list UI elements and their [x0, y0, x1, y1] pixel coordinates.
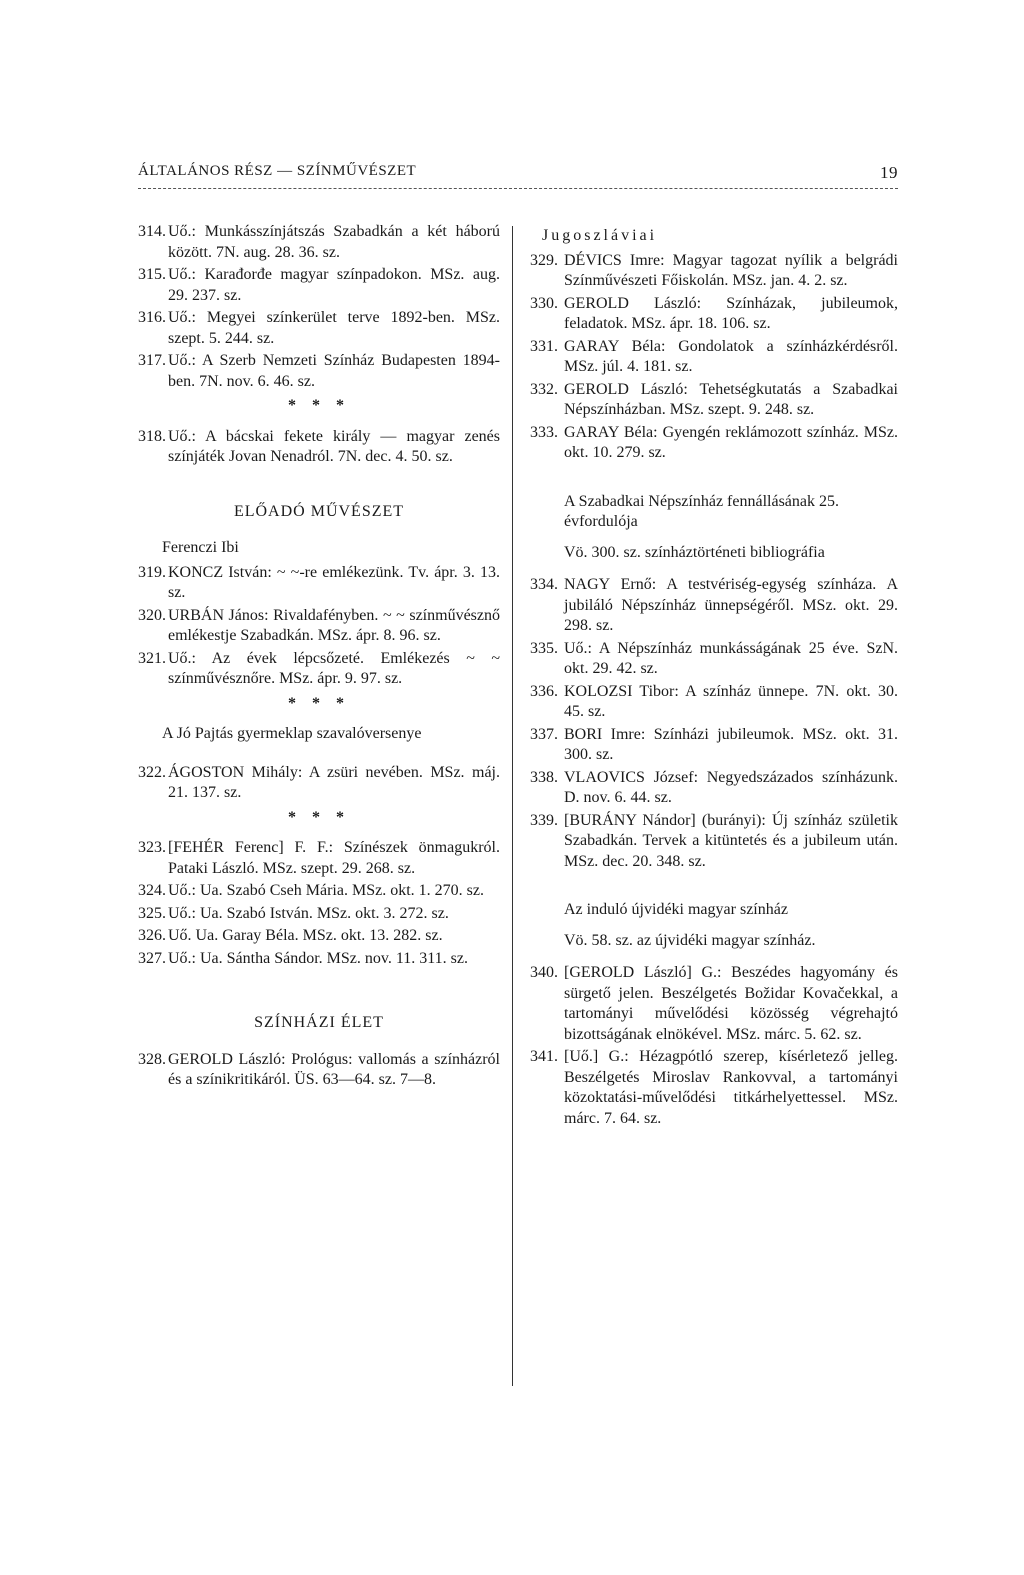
bibliography-entry — [522, 380, 898, 421]
entry-number: 333. — [530, 423, 558, 441]
bibliography-entry — [138, 949, 500, 970]
entry-number: 336. — [530, 682, 558, 700]
entry-text: GARAY Béla: Gondolatok a színházkérdésről. MSz. júl. 4. 181. sz. — [564, 337, 898, 375]
entry-text: Uő.: A Népszínház munkásságának 25 éve. SzN. okt. 29. 42. sz. — [564, 639, 898, 677]
subheading: Ferenczi Ibi — [162, 539, 239, 556]
bibliography-entry — [522, 251, 898, 292]
entry-number: 339. — [530, 811, 558, 829]
entry-number: 340. — [530, 964, 558, 981]
entry-text: Uő. Ua. Garay Béla. MSz. okt. 13. 282. sz. — [168, 927, 443, 944]
entry-number: 315. — [138, 266, 166, 283]
bibliography-entry — [138, 351, 500, 392]
bibliography-entry — [522, 1047, 898, 1129]
cross-reference-note: Vö. 58. sz. az újvidéki magyar színház. — [564, 931, 816, 949]
bibliography-entry — [522, 811, 898, 873]
entry-text: KONCZ István: ~ ~-re emlékezünk. Tv. ápr. 3. 13. sz. — [168, 563, 500, 601]
entry-number: 318. — [138, 427, 166, 445]
entry-number: 321. — [138, 649, 166, 667]
entry-group — [138, 838, 500, 969]
separator-stars: * * * — [288, 397, 350, 414]
running-header — [138, 163, 898, 187]
bibliography-entry — [138, 308, 500, 349]
entry-number: 323. — [138, 839, 166, 856]
entry-text: KOLOZSI Tibor: A színház ünnepe. 7N. okt. 30. 45. sz. — [564, 682, 898, 720]
bibliography-entry — [138, 904, 500, 925]
separator-stars: * * * — [288, 694, 350, 712]
entry-text: [BURÁNY Nándor] (burányi): Új színház születik Szabadkán. Tervek a kitüntetés és a jubileum után. MSz. dec. 20. 348. sz. — [564, 811, 898, 870]
entry-number: 317. — [138, 352, 166, 369]
entry-number: 326. — [138, 927, 166, 944]
entry-group — [138, 427, 500, 468]
entry-text: VLAOVICS József: Negyedszázados színházunk. D. nov. 6. 44. sz. — [564, 768, 898, 806]
subheading: A Jó Pajtás gyermeklap szavalóversenye — [162, 725, 422, 742]
entry-text: Uő.: Karađorđe magyar színpadokon. MSz. aug. 29. 237. sz. — [168, 266, 500, 304]
entry-group — [522, 963, 898, 1129]
running-header-title: ÁLTALÁNOS RÉSZ — SZÍNMŰVÉSZET — [138, 163, 417, 179]
section-title-szinhazi-elet: SZÍNHÁZI ÉLET — [254, 1014, 384, 1031]
bibliography-entry — [522, 575, 898, 637]
entry-text: GEROLD László: Színházak, jubileumok, feladatok. MSz. ápr. 18. 106. sz. — [564, 294, 898, 332]
entry-number: 332. — [530, 380, 558, 398]
entry-group — [522, 251, 898, 464]
entry-number: 337. — [530, 725, 558, 743]
entry-number: 329. — [530, 251, 558, 269]
entry-text: [FEHÉR Ferenc] F. F.: Színészek önmagukról. Pataki László. MSz. szept. 29. 268. sz. — [168, 839, 500, 877]
entry-text: DÉVICS Imre: Magyar tagozat nyílik a belgrádi Színművészeti Főiskolán. MSz. jan. 4. 2. sz. — [564, 251, 898, 289]
subheading: Az induló újvidéki magyar színház — [564, 901, 788, 918]
separator-stars: * * * — [288, 808, 350, 826]
bibliography-entry — [138, 427, 500, 468]
entry-number: 334. — [530, 576, 558, 593]
entry-number: 324. — [138, 882, 166, 899]
entry-group — [138, 1050, 500, 1091]
entry-text: GARAY Béla: Gyengén reklámozott színház. MSz. okt. 10. 279. sz. — [564, 423, 898, 461]
bibliography-entry — [522, 337, 898, 378]
entry-number: 322. — [138, 763, 166, 781]
entry-number: 330. — [530, 294, 558, 312]
entry-text: [GEROLD László] G.: Beszédes hagyomány és sürgető jelen. Beszélgetés Božidar Kovačekkal, a tartományi művelődési közösség végrehajtó bizottságának elnökével. MSz. márc. 5. 62. sz. — [564, 964, 898, 1043]
bibliography-entry — [522, 963, 898, 1045]
right-column — [522, 222, 898, 1131]
entry-text: Uő.: Munkásszínjátszás Szabadkán a két háború között. 7N. aug. 28. 36. sz. — [168, 223, 500, 261]
bibliography-entry — [138, 649, 500, 690]
entry-group — [522, 575, 898, 872]
bibliography-entry — [522, 294, 898, 335]
bibliography-entry — [138, 265, 500, 306]
entry-text: Uő.: Megyei színkerület terve 1892-ben. MSz. szept. 5. 244. sz. — [168, 309, 500, 347]
entry-number: 314. — [138, 223, 166, 240]
bibliography-entry — [522, 639, 898, 680]
subheading: A Szabadkai Népszínház fennállásának 25. évfordulója — [564, 492, 840, 530]
bibliography-entry — [138, 838, 500, 879]
entry-text: [Uő.] G.: Hézagpótló szerep, kísérletező jelleg. Beszélgetés Miroslav Rankovval, a tartományi közoktatási-művelődési titkárhelyettessel. MSz. márc. 7. 64. sz. — [564, 1048, 898, 1127]
entry-number: 325. — [138, 904, 166, 922]
entry-text: GEROLD László: Prológus: vallomás a színházról és a színikritikáról. ÜS. 63—64. sz. 7—8. — [168, 1050, 500, 1088]
entry-group — [138, 563, 500, 690]
header-rule — [138, 188, 898, 189]
entry-text: GEROLD László: Tehetségkutatás a Szabadkai Népszínházban. MSz. szept. 9. 248. sz. — [564, 380, 898, 418]
entry-text: Uő.: Ua. Szabó István. MSz. okt. 3. 272. sz. — [168, 904, 449, 922]
entry-number: 327. — [138, 949, 166, 967]
entry-text: BORI Imre: Színházi jubileumok. MSz. okt. 31. 300. sz. — [564, 725, 898, 763]
cross-reference-note: Vö. 300. sz. színháztörténeti bibliográfia — [564, 543, 825, 561]
entry-number: 335. — [530, 639, 558, 657]
entry-text: URBÁN János: Rivaldafényben. ~ ~ színművésznő emlékestje Szabadkán. MSz. ápr. 8. 96. sz. — [168, 606, 500, 644]
section-title-eloado-muveszet: ELŐADÓ MŰVÉSZET — [233, 502, 405, 520]
page-number: 19 — [880, 163, 898, 182]
entry-text: Uő.: Ua. Sántha Sándor. MSz. nov. 11. 311. sz. — [168, 949, 468, 967]
entry-text: Uő.: Az évek lépcsőzeté. Emlékezés ~ ~ színművésznőre. MSz. ápr. 9. 97. sz. — [168, 649, 500, 687]
bibliography-entry — [138, 563, 500, 604]
bibliography-entry — [138, 763, 500, 804]
entry-number: 328. — [138, 1050, 166, 1068]
entry-group — [138, 222, 500, 392]
bibliography-entry — [138, 881, 500, 902]
entry-text: Uő.: Ua. Szabó Cseh Mária. MSz. okt. 1. 270. sz. — [168, 882, 484, 899]
bibliography-entry — [522, 682, 898, 723]
column-divider — [512, 226, 513, 1386]
bibliography-entry — [522, 423, 898, 464]
bibliography-entry — [138, 1050, 500, 1091]
left-column — [138, 222, 500, 1093]
bibliography-entry — [138, 222, 500, 263]
bibliography-entry — [522, 725, 898, 766]
entry-number: 331. — [530, 337, 558, 355]
entry-group — [138, 763, 500, 804]
subheading: Jugoszláviai — [542, 227, 658, 244]
entry-number: 338. — [530, 768, 558, 786]
entry-number: 341. — [530, 1048, 558, 1065]
entry-number: 319. — [138, 563, 166, 581]
bibliography-entry — [522, 768, 898, 809]
entry-text: Uő.: A Szerb Nemzeti Színház Budapesten 1894-ben. 7N. nov. 6. 46. sz. — [168, 352, 500, 390]
entry-text: NAGY Ernő: A testvériség-egység színháza. A jubiláló Népszínház ünnepségéről. MSz. okt. 29. 298. sz. — [564, 576, 898, 634]
entry-number: 316. — [138, 309, 166, 326]
entry-number: 320. — [138, 606, 166, 624]
bibliography-entry — [138, 606, 500, 647]
entry-text: Uő.: A bácskai fekete király — magyar zenés színjáték Jovan Nenadról. 7N. dec. 4. 50. sz. — [168, 427, 500, 465]
entry-text: ÁGOSTON Mihály: A zsüri nevében. MSz. máj. 21. 137. sz. — [168, 763, 500, 801]
bibliography-entry — [138, 926, 500, 947]
